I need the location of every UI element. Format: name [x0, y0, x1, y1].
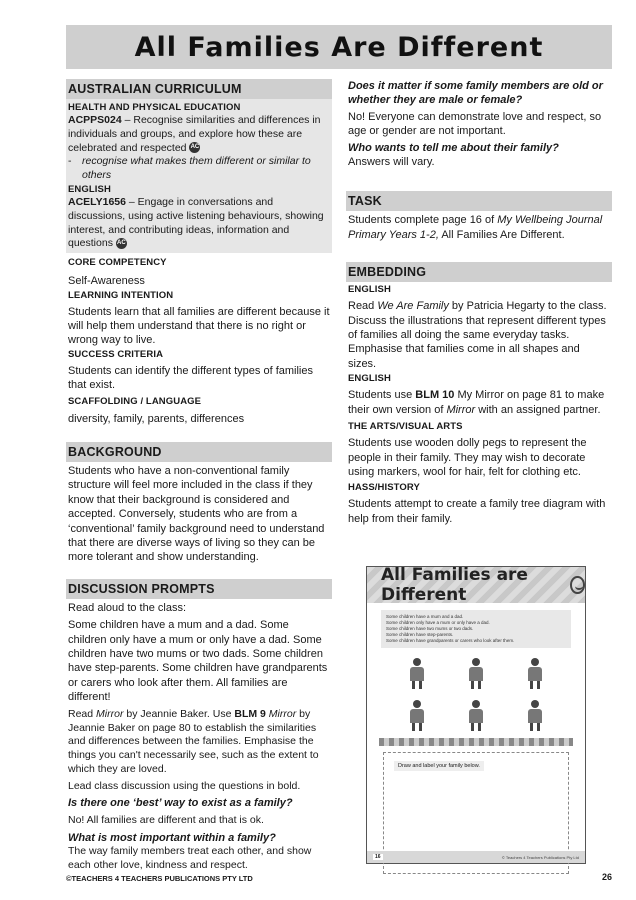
eng2-book: Mirror — [446, 403, 476, 416]
task-heading: TASK — [346, 191, 612, 211]
task-text — [346, 213, 612, 242]
eng1-book: We Are Family — [377, 300, 449, 313]
embed-arts-heading: THE ARTS/VISUAL ARTS — [348, 421, 463, 433]
family-illustrations-row-2 — [367, 698, 585, 732]
left-column — [66, 79, 332, 873]
family-figure-icon — [520, 698, 550, 732]
eng1-a: Read — [348, 300, 378, 313]
task-a: Students complete page 16 of — [348, 214, 498, 227]
eng-text: – Engage in conversations and discussions, using active listening behaviours, showing interest, and contributing ideas, information and questions — [68, 195, 324, 250]
embed-eng1-text — [346, 299, 612, 371]
eng1-b: by Patricia Hegarty to the class. Discuss the illustrations that represent different types of families all doing the same everyday tasks. Emphasise that families come in all shapes and sizes. — [348, 300, 607, 370]
p2-a: Read — [68, 707, 97, 720]
p2-b: by Jeannie Baker. Use — [123, 707, 235, 720]
hpe-outcome — [66, 114, 332, 155]
page-number: 26 — [601, 872, 612, 882]
hpe-bullet-row — [66, 155, 332, 183]
thumbnail-page-number: 16 — [375, 854, 381, 860]
family-figure-icon — [520, 656, 550, 690]
eng2-b: My Mirror on page 81 to make their own version of — [348, 389, 605, 416]
ac-icon: AC — [189, 142, 200, 153]
task-book: My Wellbeing Journal Primary Years 1-2, — [348, 214, 603, 241]
sl-heading: SCAFFOLDING / LANGUAGE — [68, 395, 202, 407]
answer-2: The way family members treat each other, and show each other love, kindness and respect. — [68, 845, 312, 871]
family-illustrations-row-1 — [367, 656, 585, 690]
thumbnail-title: All Families are Different — [381, 565, 528, 605]
embed-arts-text: Students use wooden dolly pegs to represent the people in their family. They may wish to decorate using markers, wool for hair, felt for clothing etc. — [348, 437, 587, 478]
li-text: Students learn that all families are different because it will help them understand that there is no right or wrong way to live. — [68, 305, 330, 347]
discussion-p3: Lead class discussion using the questions in bold. — [68, 779, 301, 792]
eng2-blm: BLM 10 — [415, 389, 455, 402]
thumbnail-copyright: © Teachers 4 Teachers Publications Pty Ltd — [501, 854, 579, 860]
background-text: Students who have a non-conventional family structure will feel more included in the class if they know that their background is considered and accepted. Conversely, students who are from a ‘conventional’ family background need to understand that there are diverse ways of living so they can be more tolerant and show understanding. — [68, 465, 325, 564]
background-heading: BACKGROUND — [66, 442, 332, 462]
thumbnail-line: Some children only have a mum or only have a dad. — [386, 620, 490, 625]
question-1: Is there one ‘best’ way to exist as a family? — [68, 797, 293, 810]
discussion-p1: Some children have a mum and a dad. Some children only have a mum or only have a dad. Some children have two mums or two dads. Some children have step-parents. Some children have grandparents or carers who look after them. All families are different! — [68, 619, 328, 704]
eng-heading: ENGLISH — [68, 183, 111, 195]
footer-copyright: ©TEACHERS 4 TEACHERS PUBLICATIONS PTY LTD — [66, 874, 253, 883]
question-2: What is most important within a family? — [68, 831, 276, 844]
question-4: Who wants to tell me about their family? — [348, 141, 559, 154]
sc-heading: SUCCESS CRITERIA — [68, 348, 164, 360]
embed-eng2-text — [346, 388, 612, 417]
family-figure-icon — [402, 656, 432, 690]
discussion-heading: DISCUSSION PROMPTS — [66, 579, 332, 599]
hpe-heading: HEALTH AND PHYSICAL EDUCATION — [68, 102, 241, 113]
eng-outcome — [66, 196, 332, 251]
title-banner — [66, 25, 612, 69]
curriculum-box — [66, 99, 332, 253]
thumbnail-list — [381, 610, 571, 648]
hpe-text: – Recognise similarities and differences in individuals and groups, and explore how these are celebrated and respected — [68, 114, 321, 154]
workbook-page-thumbnail — [366, 566, 586, 864]
family-figure-icon — [402, 698, 432, 732]
p2-mirror: Mirror — [96, 707, 124, 720]
embed-hass-text: Students attempt to create a family tree diagram with help from their family. — [348, 498, 606, 525]
core-heading: CORE COMPETENCY — [68, 257, 167, 269]
embed-hass-heading: HASS/HISTORY — [348, 482, 420, 494]
core-text: Self-Awareness — [68, 275, 145, 288]
answer-3: No! Everyone can demonstrate love and respect, so age or gender are not important. — [348, 110, 602, 138]
drawing-instruction: Draw and label your family below. — [394, 761, 484, 771]
hpe-code: ACPPS024 — [68, 114, 122, 126]
right-column — [346, 79, 612, 526]
embed-eng2-heading: ENGLISH — [348, 373, 391, 385]
bunting-decoration — [379, 738, 573, 746]
p2-mirror2: Mirror — [268, 707, 297, 720]
embed-eng1-heading: ENGLISH — [348, 284, 391, 296]
thumbnail-line: Some children have two mums or two dads. — [386, 626, 474, 631]
eng-code: ACELY1656 — [68, 195, 126, 208]
family-figure-icon — [461, 656, 491, 690]
p2-c: by Jeannie Baker on page 80 to establish the similarities and differences between the families. Emphasise the things you can't necessarily see, such as the extent to which they are loved. — [68, 707, 319, 775]
thumbnail-line: Some children have grandparents or carers who look after them. — [386, 638, 515, 643]
sc-text: Students can identify the different types of families that exist. — [68, 364, 313, 392]
discussion-p2 — [66, 708, 332, 777]
smiley-icon — [570, 576, 585, 594]
eng2-a: Students use — [348, 389, 416, 402]
li-heading: LEARNING INTENTION — [68, 289, 174, 301]
discussion-intro: Read aloud to the class: — [68, 601, 187, 614]
thumbnail-footer — [367, 851, 585, 863]
sl-text: diversity, family, parents, differences — [68, 412, 245, 425]
question-3: Does it matter if some family members are old or whether they are male or female? — [348, 80, 603, 107]
task-b: All Families Are Different. — [438, 228, 565, 241]
answer-1: No! All families are different and that is ok. — [68, 813, 264, 826]
thumbnail-line: Some children have a mum and a dad. — [386, 614, 464, 619]
page-title: All Families Are Different — [134, 31, 544, 63]
ac-icon: AC — [116, 238, 127, 249]
p2-blm: BLM 9 — [234, 707, 266, 720]
answer-4: Answers will vary. — [348, 156, 435, 169]
thumbnail-header — [367, 567, 585, 603]
embedding-heading: EMBEDDING — [346, 262, 612, 282]
hpe-dash: - — [68, 155, 72, 168]
thumbnail-line: Some children have step-parents. — [386, 632, 454, 637]
curriculum-heading: AUSTRALIAN CURRICULUM — [66, 79, 332, 99]
family-figure-icon — [461, 698, 491, 732]
eng2-c: with an assigned partner. — [475, 403, 601, 416]
hpe-bullet: recognise what makes them different or similar to others — [82, 155, 311, 182]
